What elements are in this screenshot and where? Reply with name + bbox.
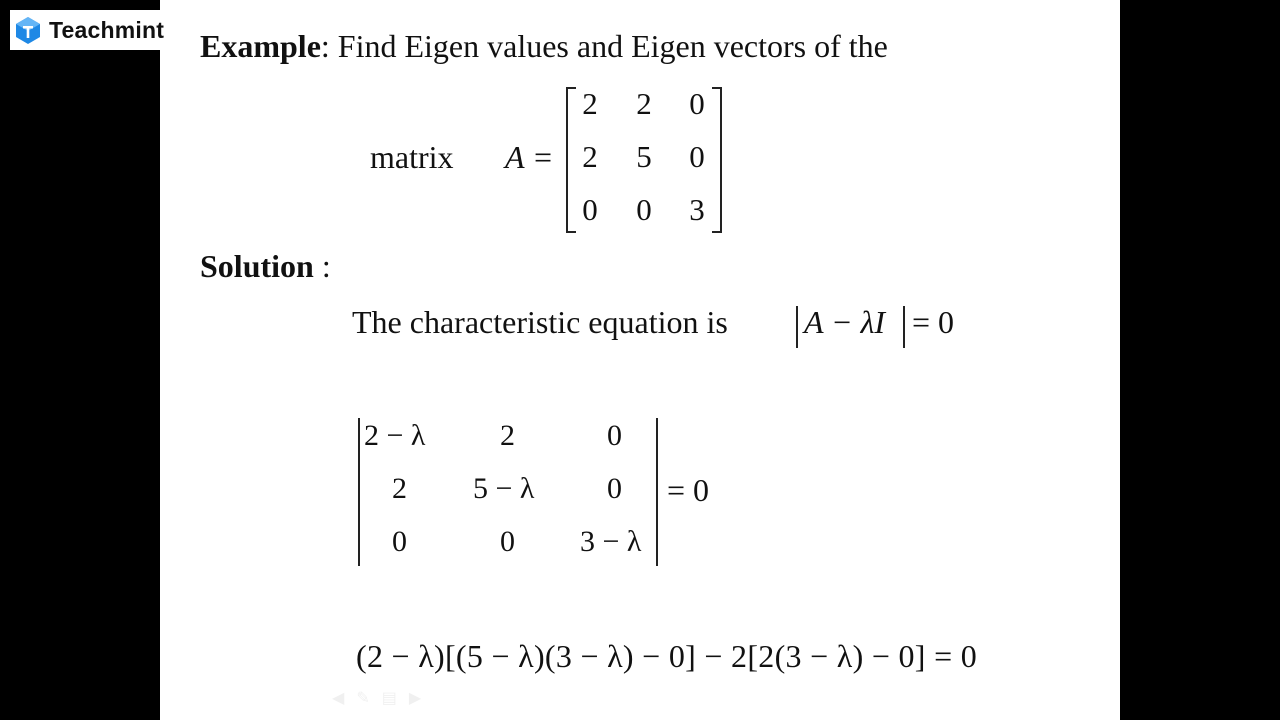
char-eq-text: The characteristic equation is bbox=[352, 304, 728, 340]
teachmint-logo-icon bbox=[13, 15, 43, 45]
matrix-cell: 0 bbox=[582, 192, 598, 227]
det-cell: 2 bbox=[500, 419, 515, 452]
expansion-equation: (2 − λ)[(5 − λ)(3 − λ) − 0] − 2[2(3 − λ) − 0] = 0 bbox=[356, 638, 978, 674]
example-colon: : bbox=[320, 28, 330, 64]
matrix-cell: 5 bbox=[636, 139, 652, 174]
matrix-name: A bbox=[505, 139, 525, 175]
matrix-cell: 0 bbox=[636, 192, 652, 227]
matrix-cell: 3 bbox=[689, 192, 705, 227]
char-eq-right-bar bbox=[903, 306, 905, 348]
next-slide-icon[interactable]: ▶ bbox=[408, 688, 422, 707]
example-line bbox=[200, 28, 888, 65]
example-text: Find Eigen values and Eigen vectors of the bbox=[337, 28, 888, 64]
det-cell: 2 bbox=[392, 472, 407, 505]
det-rhs: = 0 bbox=[667, 472, 710, 508]
char-eq-expr: A − λI bbox=[804, 304, 886, 340]
solution-colon: : bbox=[321, 248, 331, 284]
solution-label: Solution bbox=[200, 248, 314, 284]
menu-icon[interactable]: ▤ bbox=[381, 688, 397, 707]
matrix-cell: 0 bbox=[689, 139, 705, 174]
prev-slide-icon[interactable]: ◀ bbox=[332, 688, 345, 707]
det-cell: 3 − λ bbox=[580, 525, 642, 558]
slide-canvas bbox=[160, 0, 1120, 720]
det-left-bar bbox=[358, 418, 360, 566]
char-eq-rhs: = 0 bbox=[912, 304, 955, 340]
matrix-cell: 2 bbox=[582, 86, 598, 121]
det-cell: 5 − λ bbox=[473, 472, 535, 505]
example-label: Example bbox=[200, 28, 321, 64]
matrix-cell: 0 bbox=[689, 86, 705, 121]
det-right-bar bbox=[656, 418, 658, 566]
matrix-word: matrix bbox=[370, 139, 454, 175]
char-eq-left-bar bbox=[796, 306, 798, 348]
det-cell: 2 − λ bbox=[364, 419, 426, 452]
matrix-cell: 2 bbox=[636, 86, 652, 121]
matrix-cell: 2 bbox=[582, 139, 598, 174]
brand-name: Teachmint bbox=[49, 16, 165, 43]
det-cell: 0 bbox=[607, 472, 622, 505]
pen-icon[interactable]: ✎ bbox=[356, 688, 370, 707]
teachmint-logo bbox=[10, 10, 186, 50]
matrix-equals: = bbox=[534, 139, 553, 175]
solution-line bbox=[200, 248, 331, 285]
det-cell: 0 bbox=[607, 419, 622, 452]
slide-controls[interactable] bbox=[332, 688, 421, 707]
det-cell: 0 bbox=[392, 525, 407, 558]
det-cell: 0 bbox=[500, 525, 515, 558]
